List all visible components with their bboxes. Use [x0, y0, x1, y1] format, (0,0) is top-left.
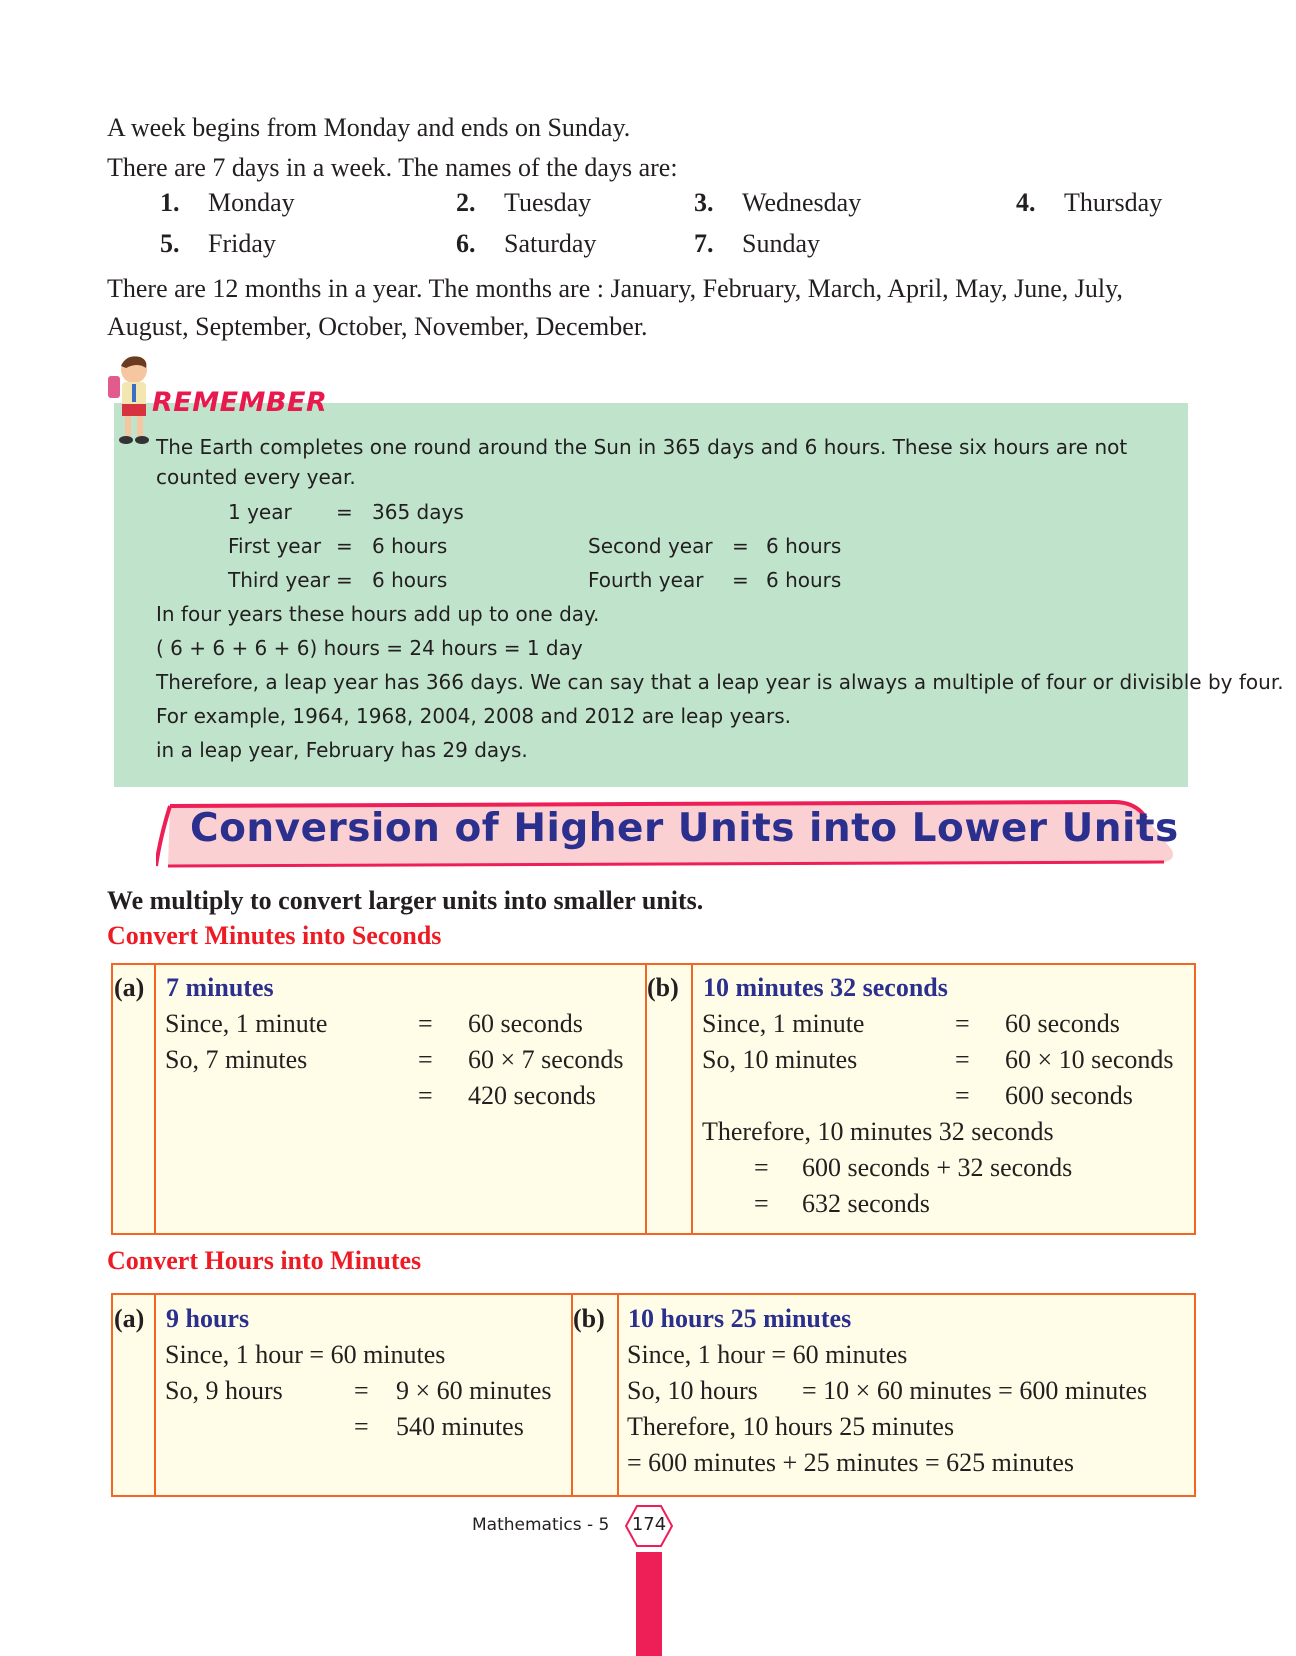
list-item: 1. Monday: [160, 188, 295, 217]
equals-sign: =: [732, 534, 749, 558]
example-title: 10 minutes 32 seconds: [703, 973, 948, 1002]
page-number: 174: [631, 1514, 667, 1535]
remember-line: In four years these hours add up to one day.: [156, 602, 600, 626]
working-line: So, 10 minutes: [702, 1045, 858, 1074]
part-label: (a): [114, 973, 145, 1002]
working-line: So, 7 minutes: [165, 1045, 308, 1074]
remember-line: For example, 1964, 1968, 2004, 2008 and 2012 are leap years.: [156, 704, 792, 728]
working-line: So, 10 hours: [627, 1376, 758, 1405]
equals-sign: =: [754, 1153, 769, 1182]
working-line: Since, 1 minute: [165, 1009, 328, 1038]
equals-sign: =: [732, 568, 749, 592]
working-line: Therefore, 10 hours 25 minutes: [627, 1412, 955, 1441]
part-label: (b): [573, 1304, 605, 1333]
working-value: 600 seconds + 32 seconds: [802, 1153, 1073, 1182]
list-item: 6. Saturday: [456, 229, 597, 258]
remember-row: 1 year: [228, 500, 292, 524]
remember-intro-text: The Earth completes one round around the Sun in 365 days and 6 hours. These six hours are not counted every year.: [156, 435, 1128, 489]
equals-sign: =: [418, 1045, 433, 1074]
intro-line-week: A week begins from Monday and ends on Sunday.: [107, 113, 631, 142]
list-item: 7. Sunday: [694, 229, 820, 258]
working-value: 9 × 60 minutes: [396, 1376, 552, 1405]
equals-sign: =: [418, 1081, 433, 1110]
working-value: 540 minutes: [396, 1412, 524, 1441]
equals-sign: =: [754, 1189, 769, 1218]
working-value: 632 seconds: [802, 1189, 930, 1218]
remember-line: Therefore, a leap year has 366 days. We can say that a leap year is always a multiple of four or divisible by four.: [156, 670, 1284, 694]
months-paragraph: There are 12 months in a year. The months are : January, February, March, April, May, June, July, August, September, October, November, December.: [107, 274, 1123, 341]
equals-sign: =: [354, 1376, 369, 1405]
example-title: 10 hours 25 minutes: [628, 1304, 852, 1333]
part-label: (b): [647, 973, 679, 1002]
remember-value: 365 days: [372, 500, 464, 524]
working-value: 60 seconds: [468, 1009, 583, 1038]
working-value: 60 seconds: [1005, 1009, 1120, 1038]
book-title: Mathematics - 5: [472, 1515, 610, 1535]
working-line: = 600 minutes + 25 minutes = 625 minutes: [627, 1448, 1074, 1477]
working-line: Therefore, 10 minutes 32 seconds: [702, 1117, 1054, 1146]
remember-line: ( 6 + 6 + 6 + 6) hours = 24 hours = 1 day: [156, 636, 583, 660]
working-line: Since, 1 minute: [702, 1009, 865, 1038]
page-tab: [636, 1552, 662, 1656]
remember-value: 6 hours: [766, 568, 842, 592]
working-value: 420 seconds: [468, 1081, 596, 1110]
remember-value: 6 hours: [372, 568, 448, 592]
remember-title: REMEMBER: [152, 387, 328, 418]
remember-row: Fourth year: [588, 568, 704, 592]
equals-sign: =: [418, 1009, 433, 1038]
remember-value: 6 hours: [372, 534, 448, 558]
remember-line: in a leap year, February has 29 days.: [156, 738, 528, 762]
section-heading-minutes: Convert Minutes into Seconds: [107, 921, 442, 950]
list-item: 3. Wednesday: [694, 188, 862, 217]
equals-sign: =: [336, 534, 353, 558]
equals-sign: =: [955, 1045, 970, 1074]
list-item: 5. Friday: [160, 229, 276, 258]
example-title: 7 minutes: [166, 973, 274, 1002]
section-title: Conversion of Higher Units into Lower Units: [190, 806, 1179, 851]
working-line: Since, 1 hour = 60 minutes: [627, 1340, 908, 1369]
remember-value: 6 hours: [766, 534, 842, 558]
remember-row: Third year: [228, 568, 330, 592]
section-heading-hours: Convert Hours into Minutes: [107, 1246, 422, 1275]
intro-paragraph: [107, 108, 1207, 188]
working-value: 600 seconds: [1005, 1081, 1133, 1110]
equals-sign: =: [336, 500, 353, 524]
remember-row: First year: [228, 534, 322, 558]
example-title: 9 hours: [166, 1304, 250, 1333]
equals-sign: =: [336, 568, 353, 592]
equals-sign: =: [955, 1009, 970, 1038]
working-line: Since, 1 hour = 60 minutes: [165, 1340, 446, 1369]
working-line: So, 9 hours: [165, 1376, 283, 1405]
part-label: (a): [114, 1304, 145, 1333]
working-value: = 10 × 60 minutes = 600 minutes: [802, 1376, 1148, 1405]
equals-sign: =: [955, 1081, 970, 1110]
intro-line-days: There are 7 days in a week. The names of the days are:: [107, 153, 678, 182]
list-item: 2. Tuesday: [456, 188, 592, 217]
working-value: 60 × 7 seconds: [468, 1045, 624, 1074]
remember-row: Second year: [588, 534, 713, 558]
lead-sentence: We multiply to convert larger units into smaller units.: [107, 886, 704, 915]
equals-sign: =: [354, 1412, 369, 1441]
working-value: 60 × 10 seconds: [1005, 1045, 1174, 1074]
list-item: 4. Thursday: [1016, 188, 1163, 217]
